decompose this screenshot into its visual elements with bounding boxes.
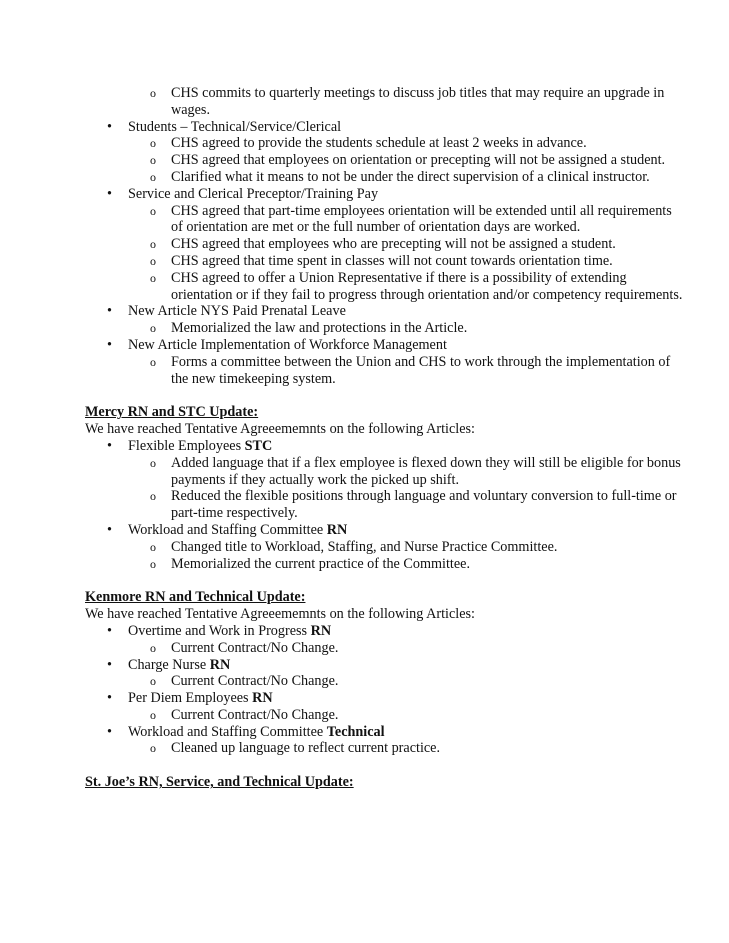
circle-bullet-icon: o — [150, 741, 156, 756]
item-text: Current Contract/No Change. — [171, 673, 339, 690]
unit-tag: RN — [252, 690, 273, 707]
unit-tag: RN — [326, 521, 348, 538]
item-text: Flexible Employees — [128, 437, 245, 454]
kenmore-intro: We have reached Tentative Agreeememnts on the following Articles: — [85, 606, 475, 623]
circle-bullet-icon: o — [150, 270, 156, 285]
item-text: CHS agreed that time spent in classes will not count towards orientation time. — [171, 252, 613, 269]
circle-bullet-icon: o — [150, 640, 156, 655]
item-text: Memorialized the current practice of the Committee. — [171, 555, 470, 572]
bullet-icon: • — [107, 622, 112, 639]
list-item — [85, 690, 685, 707]
list-item — [85, 337, 685, 354]
sub-list-item — [85, 203, 685, 237]
item-text: Current Contract/No Change. — [171, 639, 339, 656]
item-text: Reduced the flexible positions through language and voluntary conversion to full-time or part-time respectively. — [171, 488, 677, 522]
list-item — [85, 623, 685, 640]
item-text: Overtime and Work in Progress — [128, 622, 311, 639]
list-item — [85, 522, 685, 539]
sub-list-item — [85, 152, 685, 169]
unit-tag: RN — [209, 656, 231, 673]
circle-bullet-icon: o — [150, 153, 156, 168]
sub-list-item — [85, 640, 685, 657]
item-text: Service and Clerical Preceptor/Training Pay — [128, 185, 379, 202]
bullet-icon: • — [107, 690, 112, 707]
circle-bullet-icon: o — [150, 237, 156, 252]
stjoe-heading: St. Joe’s RN, Service, and Technical Update: — [85, 774, 354, 791]
sub-list-item — [85, 253, 685, 270]
circle-bullet-icon: o — [150, 203, 156, 218]
item-text: New Article Implementation of Workforce Management — [128, 336, 447, 353]
sub-list-item — [85, 539, 685, 556]
item-text: Cleaned up language to reflect current practice. — [171, 740, 441, 757]
bullet-icon: • — [107, 303, 112, 320]
list-item — [85, 657, 685, 674]
circle-bullet-icon: o — [150, 707, 156, 722]
mercy-list — [85, 438, 685, 572]
circle-bullet-icon: o — [150, 169, 156, 184]
circle-bullet-icon: o — [150, 321, 156, 336]
sub-list-item — [85, 85, 685, 119]
mercy-intro: We have reached Tentative Agreeememnts on the following Articles: — [85, 421, 475, 438]
mercy-heading: Mercy RN and STC Update: — [85, 404, 259, 421]
circle-bullet-icon: o — [150, 539, 156, 554]
sub-list-item — [85, 455, 685, 489]
bullet-icon: • — [107, 656, 112, 673]
sub-list-item — [85, 320, 685, 337]
sub-list-item — [85, 169, 685, 186]
sub-list-item — [85, 556, 685, 573]
item-text: CHS agreed to provide the students schedule at least 2 weeks in advance. — [171, 135, 587, 152]
list-item — [85, 438, 685, 455]
sub-list-item — [85, 673, 685, 690]
bullet-icon: • — [107, 118, 112, 135]
item-text: Added language that if a flex employee is flexed down they will still be eligible for bonus payments if they actually work the picked up shift. — [171, 454, 681, 488]
item-text: CHS agreed that part-time employees orientation will be extended until all requirements of orientation are met or the full number of orientation days are worked. — [171, 202, 672, 236]
item-text: Charge Nurse — [128, 656, 210, 673]
item-text: Clarified what it means to not be under the direct supervision of a clinical instructor. — [171, 168, 650, 185]
circle-bullet-icon: o — [150, 354, 156, 369]
item-text: New Article NYS Paid Prenatal Leave — [128, 303, 346, 320]
item-text: Workload and Staffing Committee — [128, 521, 327, 538]
bullet-icon: • — [107, 336, 112, 353]
item-text: Workload and Staffing Committee — [128, 723, 327, 740]
unit-tag: Technical — [326, 723, 385, 740]
sub-list-item — [85, 354, 685, 388]
unit-tag: STC — [244, 437, 273, 454]
bullet-icon: • — [107, 437, 112, 454]
bullet-icon: • — [107, 521, 112, 538]
top-section — [85, 85, 685, 791]
unit-tag: RN — [310, 622, 332, 639]
sub-list-item — [85, 488, 685, 522]
list-item — [85, 724, 685, 741]
item-text: CHS commits to quarterly meetings to discuss job titles that may require an upgrade in wages. — [171, 85, 665, 118]
circle-bullet-icon: o — [150, 136, 156, 151]
circle-bullet-icon: o — [150, 556, 156, 571]
item-text: Forms a committee between the Union and CHS to work through the implementation of the new timekeeping system. — [171, 353, 671, 387]
list-item — [85, 303, 685, 320]
item-text: CHS agreed that employees on orientation or precepting will not be assigned a student. — [171, 152, 666, 169]
list-item — [85, 186, 685, 203]
bullet-icon: • — [107, 723, 112, 740]
item-text: Current Contract/No Change. — [171, 706, 339, 723]
sub-list-item — [85, 236, 685, 253]
item-text: CHS agreed to offer a Union Representative if there is a possibility of extending orientation or if they fail to progress through orientation and/or competency requirements. — [171, 269, 683, 303]
top-list — [85, 85, 685, 387]
sub-list-item — [85, 707, 685, 724]
sub-list-item — [85, 135, 685, 152]
bullet-icon: • — [107, 185, 112, 202]
kenmore-list — [85, 623, 685, 757]
circle-bullet-icon: o — [150, 455, 156, 470]
item-text: Memorialized the law and protections in the Article. — [171, 320, 468, 337]
kenmore-heading: Kenmore RN and Technical Update: — [85, 589, 306, 606]
circle-bullet-icon: o — [150, 86, 156, 100]
sub-list-item — [85, 740, 685, 757]
circle-bullet-icon: o — [150, 674, 156, 689]
item-text: Per Diem Employees — [128, 690, 253, 707]
sub-list-item — [85, 270, 685, 304]
list-item — [85, 119, 685, 136]
circle-bullet-icon: o — [150, 489, 156, 504]
circle-bullet-icon: o — [150, 253, 156, 268]
item-text: CHS agreed that employees who are precepting will not be assigned a student. — [171, 236, 616, 253]
item-text: Changed title to Workload, Staffing, and Nurse Practice Committee. — [171, 538, 558, 555]
item-text: Students – Technical/Service/Clerical — [128, 118, 342, 135]
